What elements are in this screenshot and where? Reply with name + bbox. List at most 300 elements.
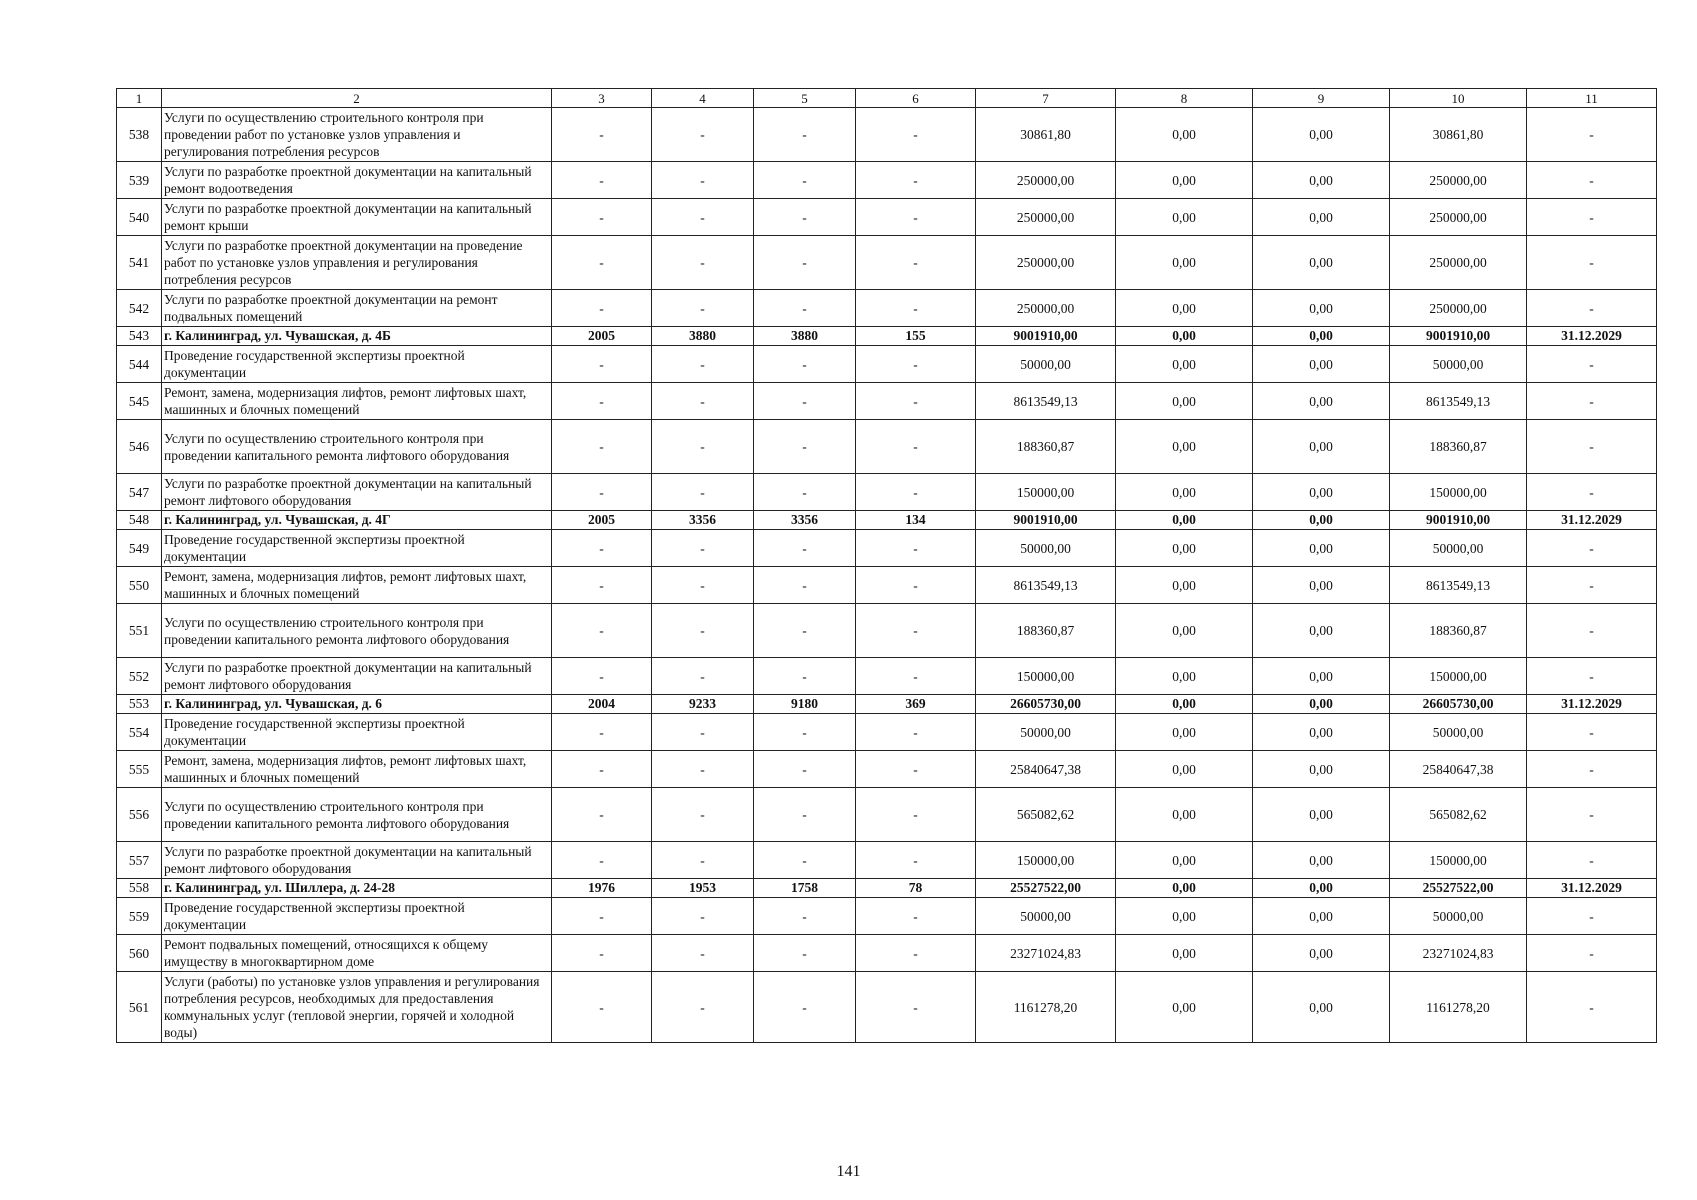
build-year: - [552, 788, 652, 842]
fund-owners: 188360,87 [1390, 604, 1527, 658]
total-cost: 50000,00 [976, 898, 1116, 935]
living-area: 1758 [754, 879, 856, 898]
fund-regional: 0,00 [1253, 346, 1390, 383]
residents: - [856, 108, 976, 162]
fund-owners: 8613549,13 [1390, 383, 1527, 420]
build-year: - [552, 383, 652, 420]
total-area: - [652, 604, 754, 658]
column-header: 9 [1253, 89, 1390, 108]
build-year: 2005 [552, 327, 652, 346]
column-number-header-row [117, 89, 1657, 108]
work-description: г. Калининград, ул. Чувашская, д. 4Г [162, 511, 552, 530]
residents: - [856, 658, 976, 695]
column-header: 4 [652, 89, 754, 108]
table-row [117, 788, 1657, 842]
fund-owners: 250000,00 [1390, 162, 1527, 199]
total-cost: 565082,62 [976, 788, 1116, 842]
living-area: - [754, 658, 856, 695]
fund-regional: 0,00 [1253, 898, 1390, 935]
fund-federal: 0,00 [1116, 714, 1253, 751]
total-area: - [652, 290, 754, 327]
completion-date: 31.12.2029 [1527, 879, 1657, 898]
fund-owners: 150000,00 [1390, 658, 1527, 695]
residents: - [856, 383, 976, 420]
row-number: 559 [117, 898, 162, 935]
residents: - [856, 199, 976, 236]
table-row [117, 604, 1657, 658]
fund-regional: 0,00 [1253, 658, 1390, 695]
fund-owners: 8613549,13 [1390, 567, 1527, 604]
total-area: - [652, 935, 754, 972]
column-header: 1 [117, 89, 162, 108]
fund-owners: 1161278,20 [1390, 972, 1527, 1043]
fund-owners: 9001910,00 [1390, 511, 1527, 530]
fund-owners: 23271024,83 [1390, 935, 1527, 972]
column-header: 11 [1527, 89, 1657, 108]
total-cost: 8613549,13 [976, 567, 1116, 604]
total-cost: 250000,00 [976, 290, 1116, 327]
build-year: - [552, 604, 652, 658]
completion-date: - [1527, 604, 1657, 658]
column-header: 6 [856, 89, 976, 108]
column-header: 2 [162, 89, 552, 108]
fund-federal: 0,00 [1116, 842, 1253, 879]
completion-date: - [1527, 199, 1657, 236]
fund-owners: 25840647,38 [1390, 751, 1527, 788]
fund-owners: 50000,00 [1390, 346, 1527, 383]
completion-date: - [1527, 751, 1657, 788]
row-number: 549 [117, 530, 162, 567]
total-cost: 188360,87 [976, 420, 1116, 474]
table-row [117, 714, 1657, 751]
fund-regional: 0,00 [1253, 383, 1390, 420]
build-year: - [552, 236, 652, 290]
living-area: - [754, 714, 856, 751]
table-row [117, 474, 1657, 511]
total-cost: 188360,87 [976, 604, 1116, 658]
row-number: 542 [117, 290, 162, 327]
work-description: Ремонт, замена, модернизация лифтов, ремонт лифтовых шахт, машинных и блочных помещений [162, 383, 552, 420]
living-area: - [754, 162, 856, 199]
fund-federal: 0,00 [1116, 898, 1253, 935]
total-cost: 50000,00 [976, 714, 1116, 751]
total-area: - [652, 346, 754, 383]
completion-date: - [1527, 567, 1657, 604]
residents: - [856, 714, 976, 751]
table-row [117, 842, 1657, 879]
fund-regional: 0,00 [1253, 236, 1390, 290]
row-number: 555 [117, 751, 162, 788]
residents: - [856, 842, 976, 879]
completion-date: - [1527, 383, 1657, 420]
fund-regional: 0,00 [1253, 972, 1390, 1043]
build-year: - [552, 714, 652, 751]
row-number: 546 [117, 420, 162, 474]
living-area: - [754, 530, 856, 567]
fund-regional: 0,00 [1253, 714, 1390, 751]
row-number: 561 [117, 972, 162, 1043]
fund-federal: 0,00 [1116, 935, 1253, 972]
build-year: - [552, 658, 652, 695]
work-description: Услуги по разработке проектной документации на ремонт подвальных помещений [162, 290, 552, 327]
row-number: 560 [117, 935, 162, 972]
fund-federal: 0,00 [1116, 658, 1253, 695]
build-year: - [552, 108, 652, 162]
total-cost: 250000,00 [976, 199, 1116, 236]
living-area: - [754, 108, 856, 162]
residents: - [856, 346, 976, 383]
residents: 134 [856, 511, 976, 530]
living-area: - [754, 383, 856, 420]
fund-federal: 0,00 [1116, 567, 1253, 604]
total-cost: 250000,00 [976, 236, 1116, 290]
completion-date: - [1527, 108, 1657, 162]
living-area: - [754, 788, 856, 842]
total-area: - [652, 108, 754, 162]
work-description: Проведение государственной экспертизы проектной документации [162, 898, 552, 935]
capital-repair-table [116, 88, 1657, 1043]
fund-federal: 0,00 [1116, 290, 1253, 327]
row-number: 553 [117, 695, 162, 714]
build-year: - [552, 290, 652, 327]
fund-owners: 26605730,00 [1390, 695, 1527, 714]
fund-federal: 0,00 [1116, 751, 1253, 788]
residents: - [856, 604, 976, 658]
completion-date: 31.12.2029 [1527, 327, 1657, 346]
fund-owners: 188360,87 [1390, 420, 1527, 474]
total-cost: 25527522,00 [976, 879, 1116, 898]
total-cost: 23271024,83 [976, 935, 1116, 972]
living-area: 9180 [754, 695, 856, 714]
build-year: 2005 [552, 511, 652, 530]
row-number: 538 [117, 108, 162, 162]
page-number: 141 [836, 1163, 861, 1180]
living-area: - [754, 199, 856, 236]
residents: - [856, 474, 976, 511]
total-cost: 30861,80 [976, 108, 1116, 162]
living-area: - [754, 290, 856, 327]
table-row [117, 567, 1657, 604]
fund-regional: 0,00 [1253, 842, 1390, 879]
fund-owners: 50000,00 [1390, 898, 1527, 935]
row-number: 554 [117, 714, 162, 751]
living-area: - [754, 567, 856, 604]
fund-federal: 0,00 [1116, 604, 1253, 658]
living-area: 3880 [754, 327, 856, 346]
work-description: г. Калининград, ул. Чувашская, д. 6 [162, 695, 552, 714]
total-cost: 1161278,20 [976, 972, 1116, 1043]
living-area: - [754, 420, 856, 474]
fund-federal: 0,00 [1116, 108, 1253, 162]
total-area: 3880 [652, 327, 754, 346]
fund-regional: 0,00 [1253, 327, 1390, 346]
work-description: Услуги по осуществлению строительного контроля при проведении работ по установке узлов управления и регулирования потребления ресурсов [162, 108, 552, 162]
total-area: - [652, 751, 754, 788]
completion-date: - [1527, 658, 1657, 695]
fund-owners: 9001910,00 [1390, 327, 1527, 346]
living-area: 3356 [754, 511, 856, 530]
build-year: - [552, 935, 652, 972]
table-row [117, 236, 1657, 290]
total-cost: 9001910,00 [976, 511, 1116, 530]
total-cost: 150000,00 [976, 842, 1116, 879]
table-row [117, 972, 1657, 1043]
fund-federal: 0,00 [1116, 972, 1253, 1043]
work-description: Услуги по разработке проектной документации на капитальный ремонт лифтового оборудования [162, 658, 552, 695]
fund-federal: 0,00 [1116, 474, 1253, 511]
fund-owners: 250000,00 [1390, 290, 1527, 327]
row-number: 541 [117, 236, 162, 290]
fund-regional: 0,00 [1253, 420, 1390, 474]
residents: - [856, 290, 976, 327]
fund-owners: 250000,00 [1390, 236, 1527, 290]
build-year: - [552, 972, 652, 1043]
build-year: - [552, 199, 652, 236]
completion-date: - [1527, 935, 1657, 972]
row-number: 548 [117, 511, 162, 530]
fund-federal: 0,00 [1116, 511, 1253, 530]
row-number: 551 [117, 604, 162, 658]
address-row [117, 511, 1657, 530]
completion-date: - [1527, 788, 1657, 842]
work-description: Проведение государственной экспертизы проектной документации [162, 530, 552, 567]
living-area: - [754, 935, 856, 972]
fund-federal: 0,00 [1116, 383, 1253, 420]
row-number: 544 [117, 346, 162, 383]
completion-date: - [1527, 162, 1657, 199]
residents: - [856, 935, 976, 972]
residents: - [856, 972, 976, 1043]
work-description: Услуги по разработке проектной документации на капитальный ремонт крыши [162, 199, 552, 236]
fund-federal: 0,00 [1116, 695, 1253, 714]
table-row [117, 290, 1657, 327]
living-area: - [754, 604, 856, 658]
total-area: - [652, 788, 754, 842]
total-area: - [652, 658, 754, 695]
residents: - [856, 751, 976, 788]
residents: - [856, 530, 976, 567]
work-description: Проведение государственной экспертизы проектной документации [162, 714, 552, 751]
work-description: Услуги по разработке проектной документации на капитальный ремонт лифтового оборудования [162, 842, 552, 879]
total-area: 9233 [652, 695, 754, 714]
work-description: Услуги по осуществлению строительного контроля при проведении капитального ремонта лифтового оборудования [162, 604, 552, 658]
completion-date: - [1527, 972, 1657, 1043]
fund-regional: 0,00 [1253, 290, 1390, 327]
fund-regional: 0,00 [1253, 199, 1390, 236]
fund-owners: 25527522,00 [1390, 879, 1527, 898]
total-area: - [652, 842, 754, 879]
completion-date: - [1527, 714, 1657, 751]
fund-regional: 0,00 [1253, 511, 1390, 530]
address-row [117, 879, 1657, 898]
completion-date: - [1527, 420, 1657, 474]
total-cost: 150000,00 [976, 658, 1116, 695]
row-number: 545 [117, 383, 162, 420]
fund-owners: 30861,80 [1390, 108, 1527, 162]
fund-owners: 150000,00 [1390, 842, 1527, 879]
total-area: 3356 [652, 511, 754, 530]
column-header: 8 [1116, 89, 1253, 108]
fund-federal: 0,00 [1116, 420, 1253, 474]
total-area: - [652, 383, 754, 420]
work-description: Услуги по разработке проектной документации на капитальный ремонт лифтового оборудования [162, 474, 552, 511]
build-year: 2004 [552, 695, 652, 714]
residents: - [856, 236, 976, 290]
completion-date: - [1527, 530, 1657, 567]
row-number: 539 [117, 162, 162, 199]
work-description: Услуги по осуществлению строительного контроля при проведении капитального ремонта лифтового оборудования [162, 788, 552, 842]
total-area: - [652, 420, 754, 474]
work-description: Услуги (работы) по установке узлов управления и регулирования потребления ресурсов, необходимых для предоставления коммунальных услуг (тепловой энергии, горячей и холодной воды) [162, 972, 552, 1043]
build-year: - [552, 162, 652, 199]
residents: - [856, 567, 976, 604]
row-number: 550 [117, 567, 162, 604]
address-row [117, 327, 1657, 346]
completion-date: - [1527, 842, 1657, 879]
total-cost: 50000,00 [976, 530, 1116, 567]
table-row [117, 162, 1657, 199]
fund-regional: 0,00 [1253, 879, 1390, 898]
work-description: г. Калининград, ул. Чувашская, д. 4Б [162, 327, 552, 346]
address-row [117, 695, 1657, 714]
fund-federal: 0,00 [1116, 346, 1253, 383]
column-header: 3 [552, 89, 652, 108]
column-header: 10 [1390, 89, 1527, 108]
residents: 155 [856, 327, 976, 346]
total-cost: 8613549,13 [976, 383, 1116, 420]
fund-regional: 0,00 [1253, 935, 1390, 972]
table-row [117, 751, 1657, 788]
total-area: - [652, 162, 754, 199]
work-description: Ремонт, замена, модернизация лифтов, ремонт лифтовых шахт, машинных и блочных помещений [162, 567, 552, 604]
fund-owners: 50000,00 [1390, 530, 1527, 567]
completion-date: - [1527, 898, 1657, 935]
living-area: - [754, 898, 856, 935]
completion-date: - [1527, 346, 1657, 383]
total-area: - [652, 236, 754, 290]
residents: - [856, 788, 976, 842]
work-description: Ремонт подвальных помещений, относящихся к общему имуществу в многоквартирном доме [162, 935, 552, 972]
build-year: - [552, 420, 652, 474]
work-description: Услуги по осуществлению строительного контроля при проведении капитального ремонта лифтового оборудования [162, 420, 552, 474]
completion-date: - [1527, 474, 1657, 511]
row-number: 540 [117, 199, 162, 236]
fund-regional: 0,00 [1253, 530, 1390, 567]
total-area: - [652, 714, 754, 751]
work-description: Услуги по разработке проектной документации на капитальный ремонт водоотведения [162, 162, 552, 199]
fund-regional: 0,00 [1253, 751, 1390, 788]
table-row [117, 898, 1657, 935]
table-row [117, 935, 1657, 972]
fund-owners: 150000,00 [1390, 474, 1527, 511]
table-row [117, 108, 1657, 162]
fund-regional: 0,00 [1253, 567, 1390, 604]
row-number: 543 [117, 327, 162, 346]
table-row [117, 199, 1657, 236]
total-area: - [652, 567, 754, 604]
completion-date: - [1527, 290, 1657, 327]
build-year: 1976 [552, 879, 652, 898]
fund-regional: 0,00 [1253, 108, 1390, 162]
total-cost: 26605730,00 [976, 695, 1116, 714]
fund-regional: 0,00 [1253, 695, 1390, 714]
living-area: - [754, 751, 856, 788]
build-year: - [552, 898, 652, 935]
table-container [116, 88, 1656, 1043]
total-area: - [652, 199, 754, 236]
fund-regional: 0,00 [1253, 162, 1390, 199]
fund-owners: 565082,62 [1390, 788, 1527, 842]
work-description: Проведение государственной экспертизы проектной документации [162, 346, 552, 383]
fund-federal: 0,00 [1116, 788, 1253, 842]
residents: 78 [856, 879, 976, 898]
row-number: 557 [117, 842, 162, 879]
residents: - [856, 898, 976, 935]
table-row [117, 420, 1657, 474]
build-year: - [552, 567, 652, 604]
work-description: Услуги по разработке проектной документации на проведение работ по установке узлов управления и регулирования потребления ресурсов [162, 236, 552, 290]
living-area: - [754, 346, 856, 383]
row-number: 556 [117, 788, 162, 842]
row-number: 547 [117, 474, 162, 511]
fund-federal: 0,00 [1116, 162, 1253, 199]
fund-federal: 0,00 [1116, 530, 1253, 567]
build-year: - [552, 842, 652, 879]
table-row [117, 383, 1657, 420]
total-area: - [652, 898, 754, 935]
fund-owners: 250000,00 [1390, 199, 1527, 236]
table-row [117, 658, 1657, 695]
fund-federal: 0,00 [1116, 327, 1253, 346]
total-cost: 9001910,00 [976, 327, 1116, 346]
fund-owners: 50000,00 [1390, 714, 1527, 751]
build-year: - [552, 530, 652, 567]
total-area: - [652, 530, 754, 567]
total-area: 1953 [652, 879, 754, 898]
total-area: - [652, 474, 754, 511]
build-year: - [552, 751, 652, 788]
completion-date: - [1527, 236, 1657, 290]
completion-date: 31.12.2029 [1527, 511, 1657, 530]
fund-federal: 0,00 [1116, 199, 1253, 236]
residents: - [856, 162, 976, 199]
residents: - [856, 420, 976, 474]
column-header: 7 [976, 89, 1116, 108]
row-number: 558 [117, 879, 162, 898]
work-description: г. Калининград, ул. Шиллера, д. 24-28 [162, 879, 552, 898]
work-description: Ремонт, замена, модернизация лифтов, ремонт лифтовых шахт, машинных и блочных помещений [162, 751, 552, 788]
row-number: 552 [117, 658, 162, 695]
living-area: - [754, 236, 856, 290]
total-cost: 150000,00 [976, 474, 1116, 511]
total-cost: 50000,00 [976, 346, 1116, 383]
living-area: - [754, 474, 856, 511]
fund-regional: 0,00 [1253, 474, 1390, 511]
build-year: - [552, 474, 652, 511]
column-header: 5 [754, 89, 856, 108]
build-year: - [552, 346, 652, 383]
completion-date: 31.12.2029 [1527, 695, 1657, 714]
residents: 369 [856, 695, 976, 714]
living-area: - [754, 972, 856, 1043]
table-row [117, 530, 1657, 567]
fund-regional: 0,00 [1253, 788, 1390, 842]
fund-federal: 0,00 [1116, 236, 1253, 290]
fund-federal: 0,00 [1116, 879, 1253, 898]
table-row [117, 346, 1657, 383]
fund-regional: 0,00 [1253, 604, 1390, 658]
living-area: - [754, 842, 856, 879]
